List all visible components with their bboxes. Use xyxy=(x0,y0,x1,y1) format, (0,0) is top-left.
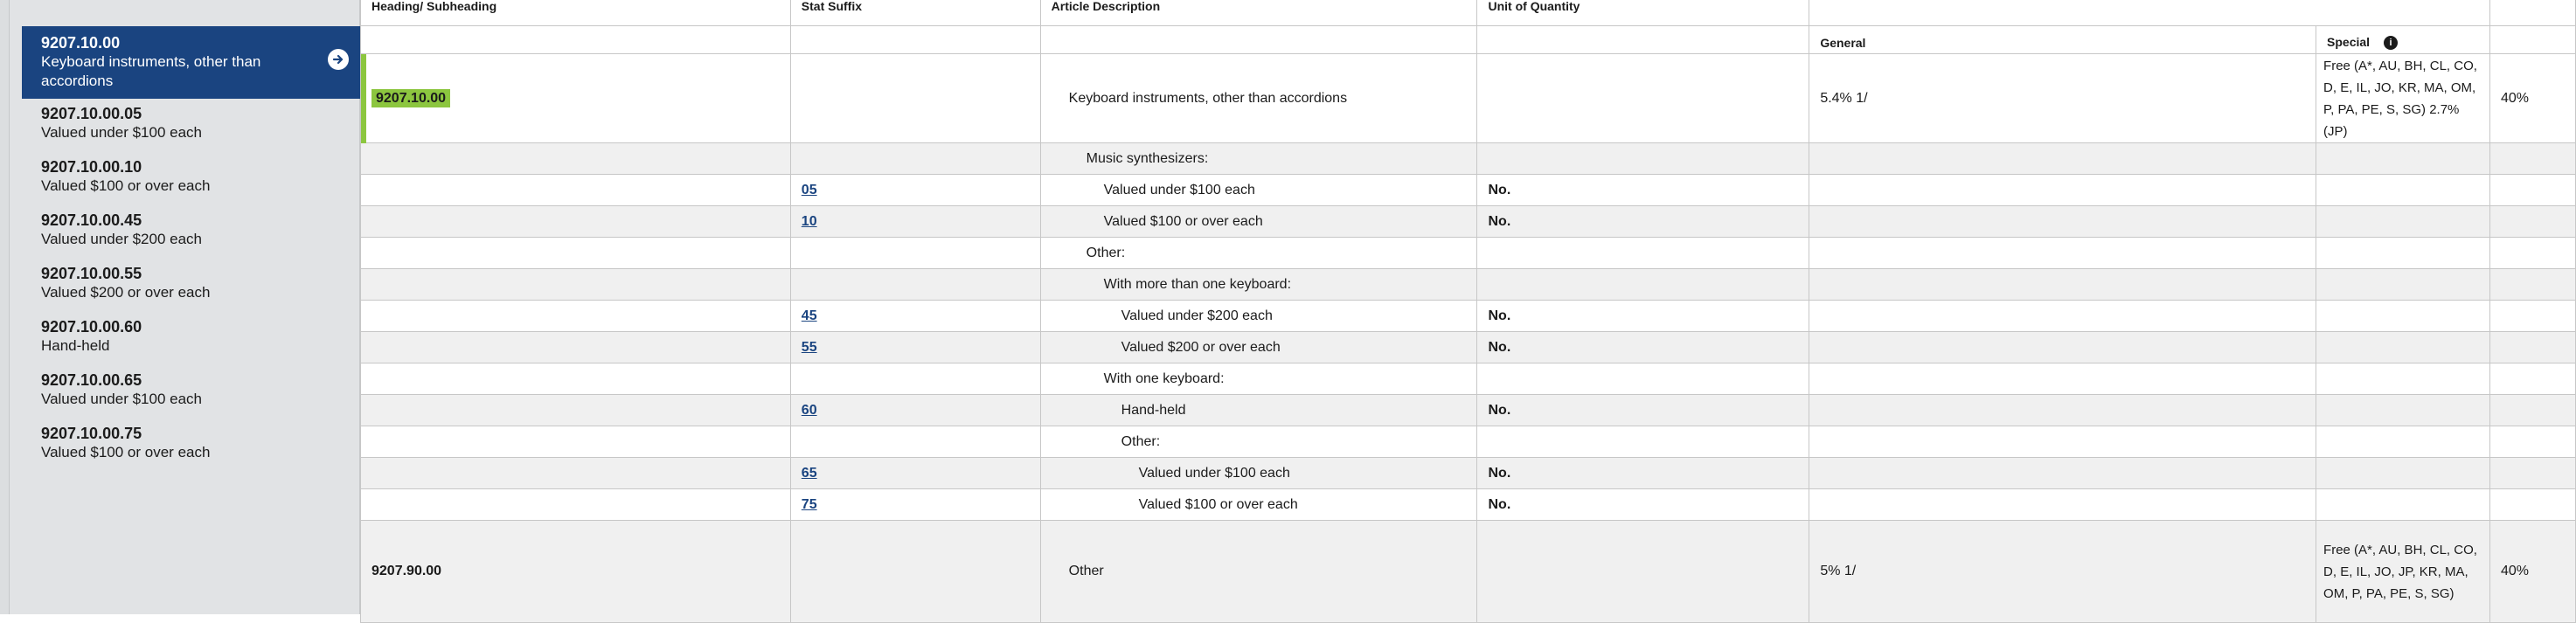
cell-heading xyxy=(361,143,791,175)
cell-description xyxy=(1040,238,1477,269)
column-header-suffix[interactable]: Stat Suffix xyxy=(790,0,1040,26)
subheader-blank xyxy=(1040,26,1477,54)
cell-description xyxy=(1040,489,1477,521)
cell-general-rate xyxy=(1809,175,2316,206)
table-row xyxy=(361,143,2576,175)
cell-general-rate xyxy=(1809,489,2316,521)
cell-special-rate xyxy=(2316,521,2490,623)
sidebar-item-desc: Hand-held xyxy=(41,337,110,354)
cell-column2-rate xyxy=(2489,332,2575,363)
cell-unit xyxy=(1477,238,1809,269)
column-header-rates xyxy=(1809,0,2490,26)
cell-heading xyxy=(361,395,791,426)
cell-column2-rate xyxy=(2489,54,2575,143)
sidebar-item-code: 9207.10.00.05 xyxy=(41,105,142,122)
cell-unit xyxy=(1477,301,1809,332)
cell-unit xyxy=(1477,489,1809,521)
special-rate: Free (A*, AU, BH, CL, CO, D, E, IL, JO, JP, KR, MA, OM, P, PA, PE, S, SG) xyxy=(2323,542,2477,601)
heading-code: 9207.90.00 xyxy=(371,564,442,578)
cell-column2-rate xyxy=(2489,175,2575,206)
cell-description xyxy=(1040,54,1477,143)
cell-special-rate xyxy=(2316,175,2490,206)
cell-description xyxy=(1040,143,1477,175)
cell-heading xyxy=(361,301,791,332)
cell-special-rate xyxy=(2316,143,2490,175)
table-row xyxy=(361,489,2576,521)
cell-unit xyxy=(1477,521,1809,623)
table-row xyxy=(361,54,2576,143)
article-description: With more than one keyboard: xyxy=(1103,276,1292,292)
cell-description xyxy=(1040,301,1477,332)
cell-unit xyxy=(1477,206,1809,238)
cell-column2-rate xyxy=(2489,489,2575,521)
cell-description xyxy=(1040,332,1477,363)
cell-general-rate xyxy=(1809,143,2316,175)
cell-heading xyxy=(361,426,791,458)
cell-description xyxy=(1040,521,1477,623)
cell-description xyxy=(1040,175,1477,206)
cell-special-rate xyxy=(2316,395,2490,426)
cell-description xyxy=(1040,395,1477,426)
sidebar-item-9207-10-00-05[interactable] xyxy=(22,99,370,152)
table-row xyxy=(361,521,2576,623)
cell-suffix xyxy=(790,206,1040,238)
sidebar-item-9207-10-00-55[interactable] xyxy=(22,259,370,312)
cell-description xyxy=(1040,363,1477,395)
article-description: With one keyboard: xyxy=(1103,370,1225,386)
cell-special-rate xyxy=(2316,458,2490,489)
cell-special-rate xyxy=(2316,363,2490,395)
article-description: Music synthesizers: xyxy=(1086,150,1209,166)
sidebar-item-code: 9207.10.00 xyxy=(41,34,121,52)
stat-suffix-link[interactable]: 65 xyxy=(801,465,817,481)
unit-of-quantity: No. xyxy=(1488,402,1511,418)
stat-suffix-link[interactable]: 45 xyxy=(801,308,817,323)
table-row xyxy=(361,426,2576,458)
sidebar-item-desc: Valued under $100 each xyxy=(41,124,203,141)
cell-general-rate xyxy=(1809,395,2316,426)
table-row xyxy=(361,175,2576,206)
cell-suffix xyxy=(790,143,1040,175)
cell-special-rate xyxy=(2316,206,2490,238)
cell-description xyxy=(1040,206,1477,238)
column-header-general[interactable]: General xyxy=(1809,26,2316,54)
sidebar-item-code: 9207.10.00.75 xyxy=(41,425,142,442)
general-rate: 5% 1/ xyxy=(1820,564,1857,578)
column-header-unit[interactable]: Unit of Quantity xyxy=(1477,0,1809,26)
cell-heading xyxy=(361,54,791,143)
stat-suffix-link[interactable]: 05 xyxy=(801,182,817,197)
unit-of-quantity: No. xyxy=(1488,496,1511,512)
cell-unit xyxy=(1477,426,1809,458)
cell-column2-rate xyxy=(2489,143,2575,175)
column-header-heading[interactable]: Heading/ Subheading xyxy=(361,0,791,26)
cell-column2-rate xyxy=(2489,521,2575,623)
cell-suffix xyxy=(790,363,1040,395)
cell-column2-rate xyxy=(2489,206,2575,238)
cell-suffix xyxy=(790,54,1040,143)
special-label: Special xyxy=(2327,34,2371,49)
article-description: Valued under $200 each xyxy=(1121,308,1273,323)
cell-general-rate xyxy=(1809,238,2316,269)
cell-description xyxy=(1040,458,1477,489)
cell-unit xyxy=(1477,269,1809,301)
special-rate: Free (A*, AU, BH, CL, CO, D, E, IL, JO, KR, MA, OM, P, PA, PE, S, SG) 2.7% (JP) xyxy=(2323,58,2477,139)
general-rate: 5.4% 1/ xyxy=(1820,90,1868,106)
sidebar-item-9207-10-00-75[interactable] xyxy=(22,419,370,472)
cell-special-rate xyxy=(2316,238,2490,269)
unit-of-quantity: No. xyxy=(1488,465,1511,481)
cell-special-rate xyxy=(2316,54,2490,143)
table-row xyxy=(361,458,2576,489)
sidebar-item-9207-10-00-45[interactable] xyxy=(22,205,370,259)
sidebar-item-desc: Valued $100 or over each xyxy=(41,177,211,194)
cell-description xyxy=(1040,426,1477,458)
column2-rate: 40% xyxy=(2500,564,2529,578)
cell-unit xyxy=(1477,332,1809,363)
arrow-right-circle-icon[interactable] xyxy=(328,49,349,70)
table-row xyxy=(361,206,2576,238)
article-description: Valued $100 or over each xyxy=(1103,213,1263,229)
cell-heading xyxy=(361,238,791,269)
cell-suffix xyxy=(790,426,1040,458)
cell-general-rate xyxy=(1809,332,2316,363)
column-header-special[interactable] xyxy=(2316,26,2490,54)
cell-column2-rate xyxy=(2489,395,2575,426)
cell-suffix xyxy=(790,521,1040,623)
cell-unit xyxy=(1477,363,1809,395)
sidebar-item-code: 9207.10.00.10 xyxy=(41,158,142,176)
cell-suffix xyxy=(790,301,1040,332)
cell-column2-rate xyxy=(2489,301,2575,332)
article-description: Keyboard instruments, other than accordions xyxy=(1068,90,1348,106)
cell-general-rate xyxy=(1809,521,2316,623)
sidebar-item-9207-10-00-10[interactable] xyxy=(22,152,370,205)
cell-description xyxy=(1040,269,1477,301)
table-row xyxy=(361,301,2576,332)
cell-column2-rate xyxy=(2489,426,2575,458)
sidebar xyxy=(10,0,360,614)
table-row xyxy=(361,269,2576,301)
table-row xyxy=(361,395,2576,426)
cell-column2-rate xyxy=(2489,458,2575,489)
cell-special-rate xyxy=(2316,426,2490,458)
unit-of-quantity: No. xyxy=(1488,213,1511,229)
cell-general-rate xyxy=(1809,54,2316,143)
cell-unit xyxy=(1477,395,1809,426)
cell-general-rate xyxy=(1809,301,2316,332)
unit-of-quantity: No. xyxy=(1488,339,1511,355)
article-description: Valued $100 or over each xyxy=(1138,496,1298,512)
cell-unit xyxy=(1477,143,1809,175)
heading-code: 9207.10.00 xyxy=(371,89,450,107)
left-edge-strip xyxy=(0,0,10,614)
cell-heading xyxy=(361,489,791,521)
cell-general-rate xyxy=(1809,363,2316,395)
sidebar-item-code: 9207.10.00.55 xyxy=(41,265,142,282)
cell-special-rate xyxy=(2316,332,2490,363)
subheader-blank xyxy=(1477,26,1809,54)
cell-unit xyxy=(1477,54,1809,143)
table-row xyxy=(361,332,2576,363)
article-description: Valued $200 or over each xyxy=(1121,339,1281,355)
cell-heading xyxy=(361,332,791,363)
cell-general-rate xyxy=(1809,458,2316,489)
article-description: Valued under $100 each xyxy=(1103,182,1255,197)
cell-general-rate xyxy=(1809,206,2316,238)
cell-heading xyxy=(361,175,791,206)
table-row xyxy=(361,238,2576,269)
subheader-blank xyxy=(361,26,791,54)
sidebar-item-code: 9207.10.00.45 xyxy=(41,211,142,229)
article-description: Other xyxy=(1068,564,1104,578)
cell-suffix xyxy=(790,238,1040,269)
tariff-table xyxy=(360,0,2576,623)
article-description: Other: xyxy=(1086,245,1126,260)
cell-heading xyxy=(361,206,791,238)
stat-suffix-link[interactable]: 60 xyxy=(801,402,817,418)
subheader-blank xyxy=(2489,26,2575,54)
table-row xyxy=(361,363,2576,395)
info-icon[interactable]: i xyxy=(2384,36,2398,50)
cell-suffix xyxy=(790,332,1040,363)
cell-suffix xyxy=(790,395,1040,426)
sidebar-item-desc: Valued $200 or over each xyxy=(41,284,211,301)
row-accent-bar xyxy=(361,54,366,143)
cell-special-rate xyxy=(2316,489,2490,521)
cell-unit xyxy=(1477,458,1809,489)
sidebar-item-code: 9207.10.00.65 xyxy=(41,371,142,389)
stat-suffix-link[interactable]: 10 xyxy=(801,213,817,229)
cell-column2-rate xyxy=(2489,238,2575,269)
cell-special-rate xyxy=(2316,269,2490,301)
unit-of-quantity: No. xyxy=(1488,182,1511,197)
sidebar-item-9207-10-00-65[interactable] xyxy=(22,365,370,419)
sidebar-item-desc: Valued under $200 each xyxy=(41,231,203,247)
sidebar-item-desc: Valued under $100 each xyxy=(41,391,203,407)
sidebar-list xyxy=(22,26,370,472)
column-header-description[interactable]: Article Description xyxy=(1040,0,1477,26)
cell-heading xyxy=(361,269,791,301)
sidebar-item-desc: Keyboard instruments, other than accordions xyxy=(41,53,261,89)
sidebar-item-code: 9207.10.00.60 xyxy=(41,318,142,336)
cell-heading xyxy=(361,363,791,395)
article-description: Hand-held xyxy=(1121,402,1186,418)
cell-special-rate xyxy=(2316,301,2490,332)
cell-heading xyxy=(361,458,791,489)
cell-suffix xyxy=(790,489,1040,521)
article-description: Other: xyxy=(1121,433,1161,449)
stat-suffix-link[interactable]: 55 xyxy=(801,339,817,355)
stat-suffix-link[interactable]: 75 xyxy=(801,496,817,512)
cell-heading xyxy=(361,521,791,623)
article-description: Valued under $100 each xyxy=(1138,465,1290,481)
cell-suffix xyxy=(790,269,1040,301)
sidebar-item-desc: Valued $100 or over each xyxy=(41,444,211,460)
sidebar-item-9207-10-00-60[interactable] xyxy=(22,312,370,365)
cell-suffix xyxy=(790,175,1040,206)
column2-rate: 40% xyxy=(2500,90,2529,106)
cell-general-rate xyxy=(1809,426,2316,458)
cell-general-rate xyxy=(1809,269,2316,301)
sidebar-item-9207-10-00[interactable] xyxy=(22,26,370,99)
tariff-table-panel xyxy=(360,0,2576,614)
cell-column2-rate xyxy=(2489,269,2575,301)
cell-unit xyxy=(1477,175,1809,206)
cell-column2-rate xyxy=(2489,363,2575,395)
unit-of-quantity: No. xyxy=(1488,308,1511,323)
column-header-col2 xyxy=(2489,0,2575,26)
subheader-blank xyxy=(790,26,1040,54)
cell-suffix xyxy=(790,458,1040,489)
